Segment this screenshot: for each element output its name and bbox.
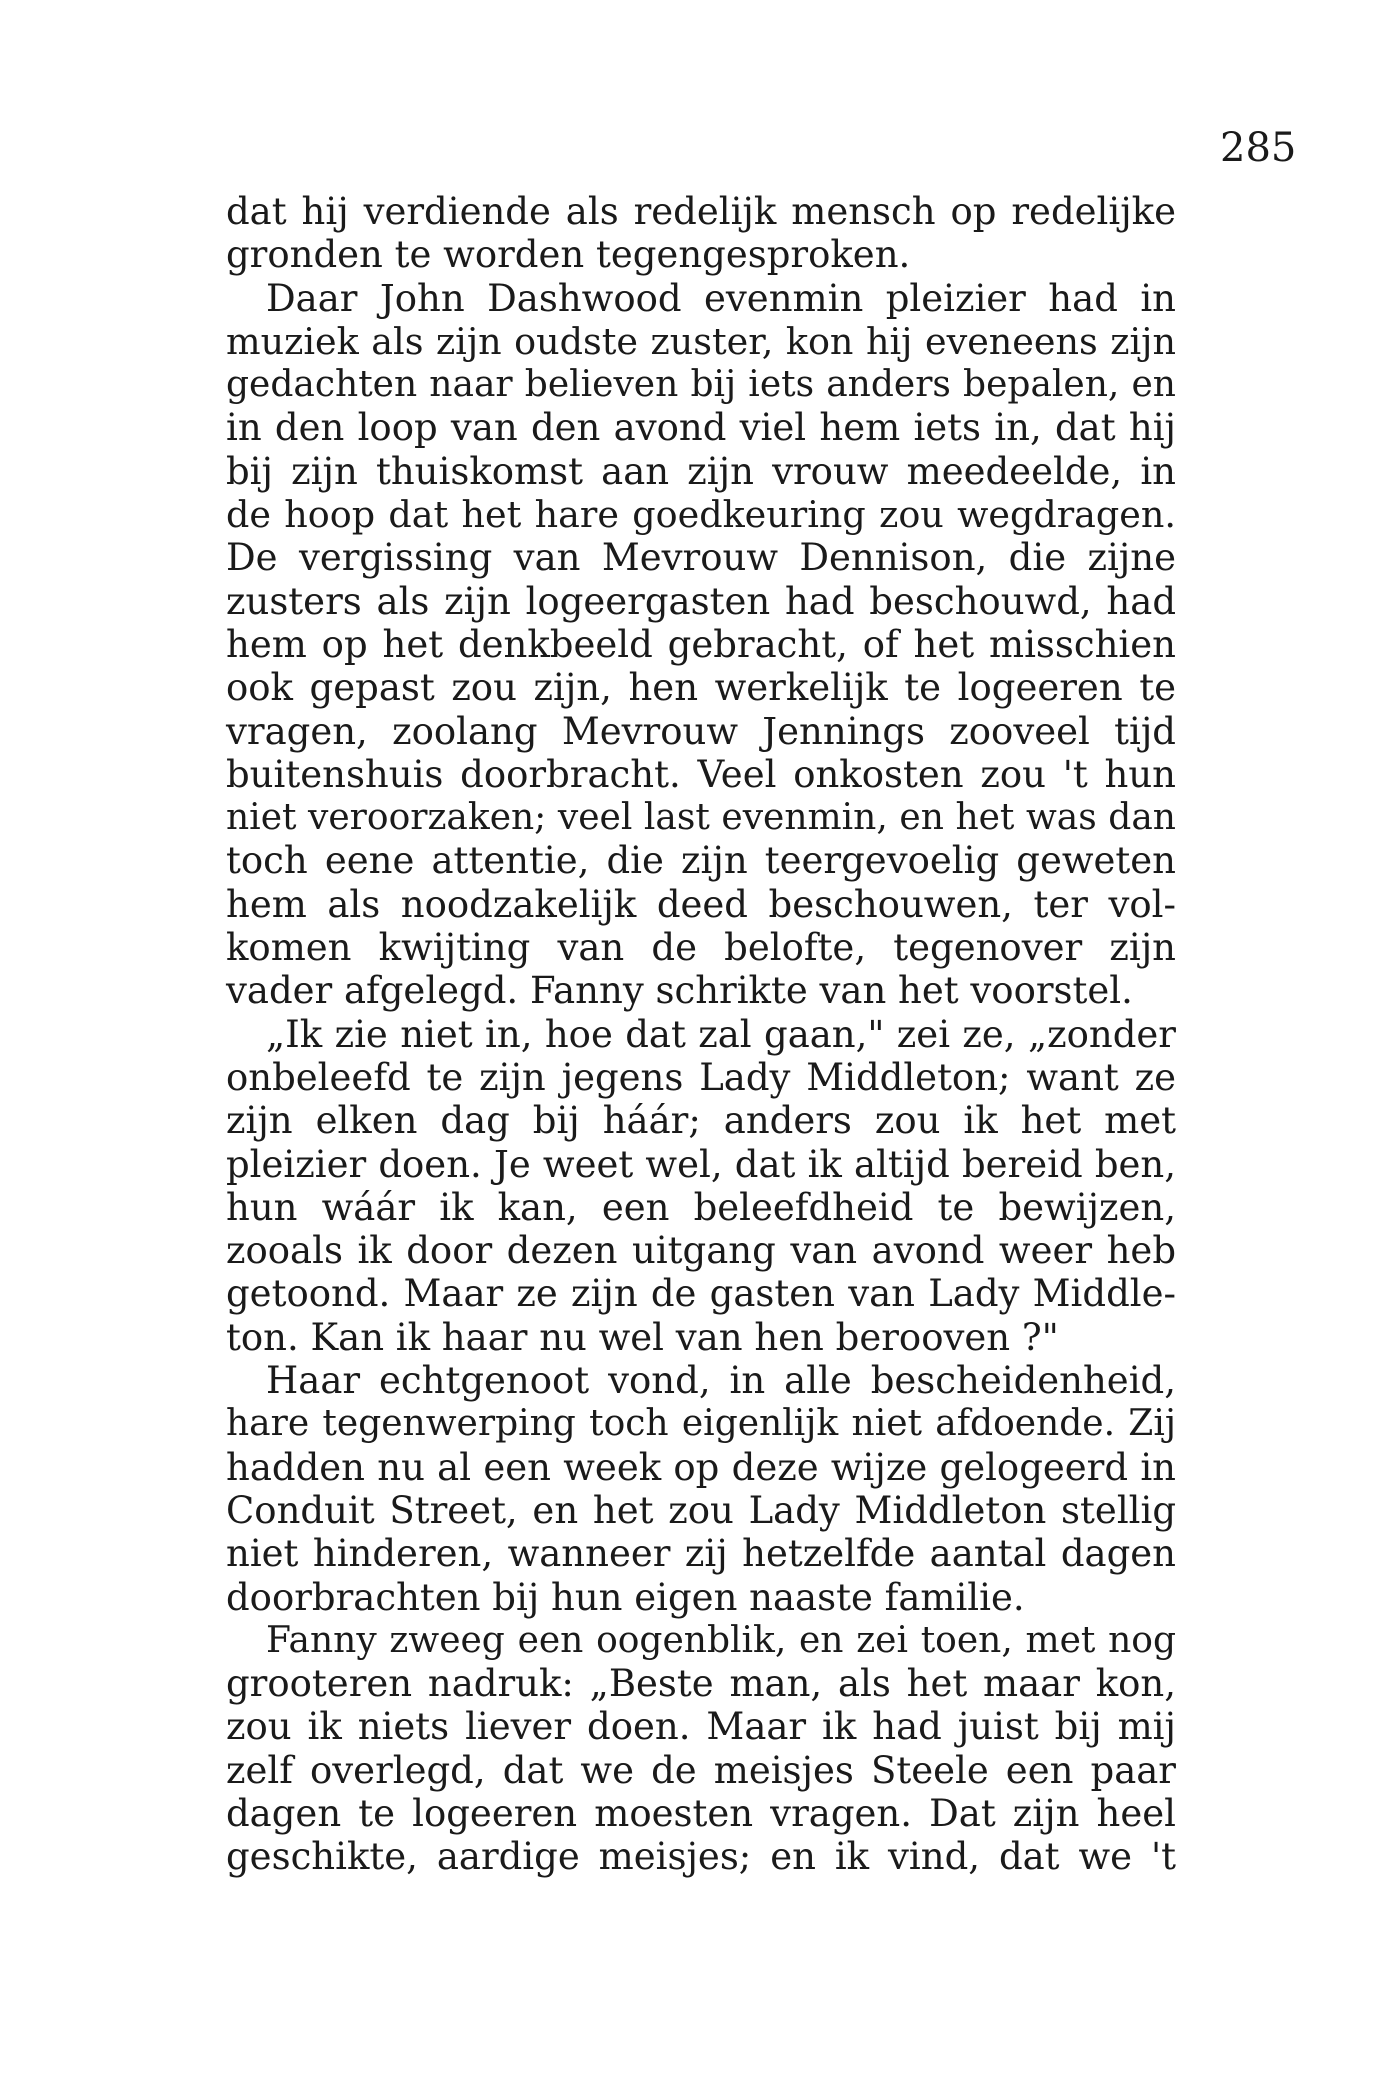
text-line: ook gepast zou zijn, hen werkelijk te logeeren te	[226, 666, 1176, 710]
text-line: ton. Kan ik haar nu wel van hen berooven ?"	[226, 1315, 1059, 1359]
text-line: Fanny zweeg een oogenblik, en zei toen, met nog	[266, 1619, 1176, 1661]
page-number: 285	[1220, 125, 1297, 171]
text-line: toch eene attentie, die zijn teergevoelig geweten	[226, 839, 1176, 883]
text-line: komen kwijting van de belofte, tegenover zijn	[226, 926, 1176, 970]
text-line: zijn elken dag bij háár; anders zou ik het met	[226, 1099, 1176, 1143]
text-line: buitenshuis doorbracht. Veel onkosten zou 't hun	[226, 752, 1176, 796]
text-line: hun wáár ik kan, een beleefdheid te bewijzen,	[226, 1185, 1176, 1229]
text-line: vragen, zoolang Mevrouw Jennings zooveel tijd	[226, 709, 1176, 753]
body-text	[226, 190, 1176, 1879]
text-line: hem op het denkbeeld gebracht, of het misschien	[226, 622, 1176, 666]
text-line: in den loop van den avond viel hem iets in, dat hij	[226, 406, 1176, 450]
text-line: bij zijn thuiskomst aan zijn vrouw meedeelde, in	[226, 449, 1176, 493]
text-line: pleizier doen. Je weet wel, dat ik altijd bereid ben,	[226, 1142, 1176, 1186]
text-line: Haar echtgenoot vond, in alle bescheidenheid,	[266, 1359, 1176, 1403]
text-line: Daar John Dashwood evenmin pleizier had in	[266, 276, 1176, 320]
text-line: zelf overlegd, dat we de meisjes Steele een paar	[226, 1748, 1176, 1792]
text-line: niet veroorzaken; veel last evenmin, en het was dan	[226, 797, 1176, 839]
text-line: grooteren nadruk: „Beste man, als het maar kon,	[226, 1662, 1176, 1706]
text-line: doorbrachten bij hun eigen naaste familie.	[226, 1575, 1025, 1619]
text-line: hare tegenwerping toch eigenlijk niet afdoende. Zij	[226, 1403, 1176, 1445]
text-line: hadden nu al een week op deze wijze gelogeerd in	[226, 1445, 1176, 1489]
text-line: zusters als zijn logeergasten had beschouwd, had	[226, 579, 1176, 623]
text-line: de hoop dat het hare goedkeuring zou wegdragen.	[226, 493, 1176, 537]
text-line: geschikte, aardige meisjes; en ik vind, dat we 't	[226, 1835, 1176, 1879]
text-line: De vergissing van Mevrouw Dennison, die zijne	[226, 536, 1176, 580]
text-line: gedachten naar believen bij iets anders bepalen, en	[226, 364, 1176, 406]
text-line: dat hij verdiende als redelijk mensch op redelijke	[226, 190, 1176, 233]
text-line: Conduit Street, en het zou Lady Middleton stellig	[226, 1488, 1176, 1532]
text-line: hem als noodzakelijk deed beschouwen, ter vol-	[226, 882, 1176, 926]
text-line: gronden te worden tegengesproken.	[226, 233, 911, 277]
text-line: zou ik niets liever doen. Maar ik had juist bij mij	[226, 1705, 1176, 1749]
text-line: dagen te logeeren moesten vragen. Dat zijn heel	[226, 1791, 1176, 1835]
text-line: vader afgelegd. Fanny schrikte van het voorstel.	[226, 969, 1133, 1013]
text-line: onbeleefd te zijn jegens Lady Middleton; want ze	[226, 1055, 1176, 1099]
text-line: getoond. Maar ze zijn de gasten van Lady Middle-	[226, 1272, 1176, 1316]
text-line: zooals ik door dezen uitgang van avond weer heb	[226, 1229, 1176, 1273]
text-line: muziek als zijn oudste zuster, kon hij eveneens zijn	[226, 319, 1176, 363]
text-line: „Ik zie niet in, hoe dat zal gaan," zei ze, „zonder	[266, 1012, 1176, 1056]
text-line: niet hinderen, wanneer zij hetzelfde aantal dagen	[226, 1532, 1176, 1576]
